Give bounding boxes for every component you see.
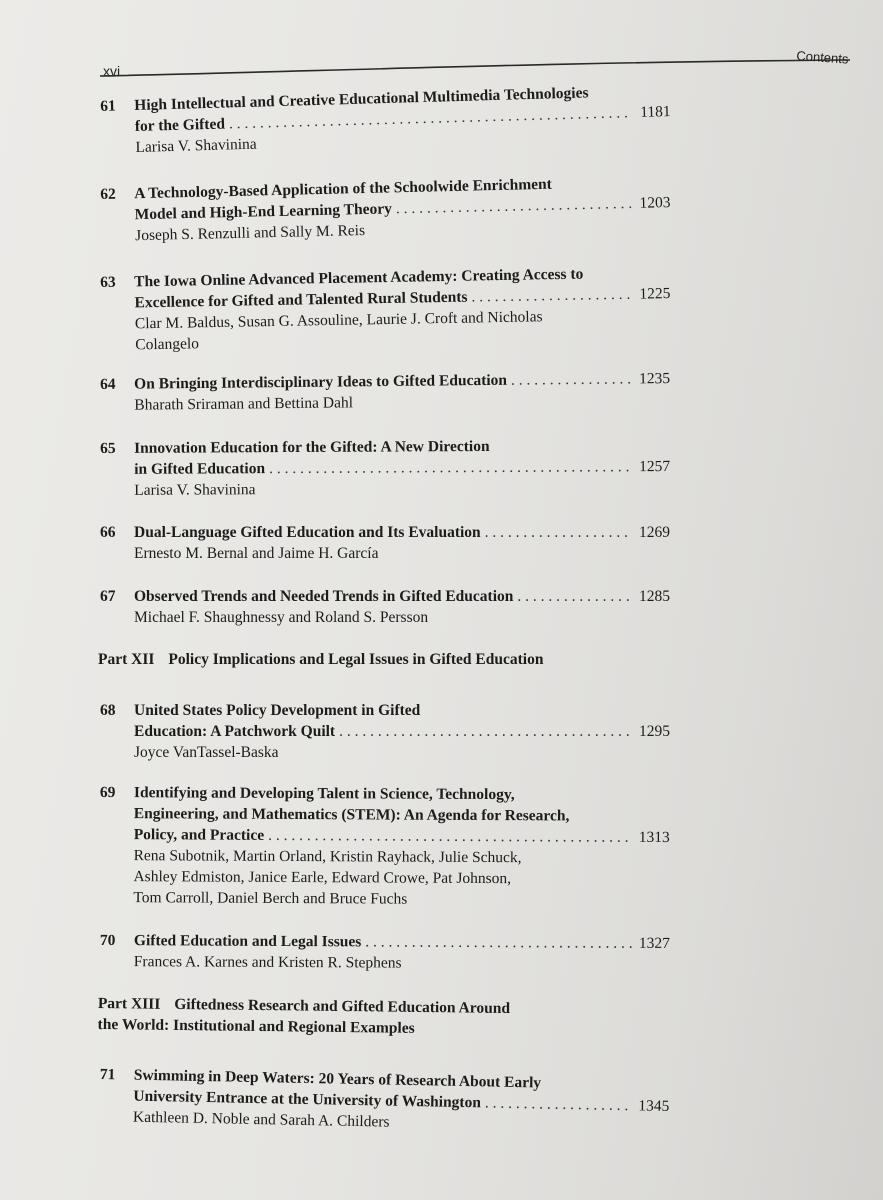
chapter-title-line: A Technology-Based Application of the Schoolwide Enrichment (134, 175, 553, 203)
dot-leader (511, 368, 632, 390)
chapter-title-line: Education: A Patchwork Quilt (134, 723, 336, 740)
page-number: 1313 (638, 828, 670, 846)
chapter-number: 65 (100, 439, 116, 457)
part-label: Part XIII (97, 994, 161, 1013)
toc-entry[interactable] (99, 1064, 670, 1138)
part-title: Policy Implications and Legal Issues in Gifted Education (168, 651, 544, 668)
dot-leader (485, 1092, 632, 1116)
chapter-authors: Clar M. Baldus, Susan G. Assouline, Laurie J. Croft and Nicholas (134, 308, 543, 333)
toc-entry[interactable] (100, 522, 670, 564)
chapter-number: 61 (100, 97, 117, 115)
page-number: 1269 (639, 524, 670, 541)
part-title: the World: Institutional and Regional Examples (97, 1015, 415, 1037)
chapter-number: 62 (100, 185, 116, 203)
dot-leader (471, 284, 632, 308)
dot-leader (339, 721, 632, 742)
chapter-title-line: Gifted Education and Legal Issues (133, 932, 362, 951)
dot-leader (517, 586, 632, 607)
page-number: 1235 (638, 370, 671, 388)
toc-entry[interactable] (100, 435, 670, 501)
dot-leader (485, 522, 632, 543)
chapter-title-line: The Iowa Online Advanced Placement Academy: Creating Access to (134, 265, 584, 291)
chapter-title-line: Model and High-End Learning Theory (134, 200, 393, 224)
chapter-title-line: United States Policy Development in Gifted (134, 702, 421, 719)
chapter-authors: Bharath Sriraman and Bettina Dahl (134, 394, 354, 414)
chapter-title-line: Swimming in Deep Waters: 20 Years of Research About Early (133, 1066, 542, 1092)
chapter-title-line: for the Gifted (134, 115, 226, 136)
dot-leader (268, 825, 632, 848)
chapter-title-line: Policy, and Practice (133, 826, 265, 844)
dot-leader (365, 931, 632, 953)
toc-entry[interactable] (100, 171, 671, 247)
chapter-title-line: Observed Trends and Needed Trends in Gifted Education (134, 588, 514, 605)
section-label: Contents (795, 48, 849, 67)
part-label: Part XII (98, 651, 155, 668)
chapter-number: 63 (100, 273, 116, 291)
chapter-authors: Joseph S. Renzulli and Sally M. Reis (134, 222, 366, 245)
chapter-title-line: Excellence for Gifted and Talented Rural Students (134, 288, 468, 312)
toc-entry[interactable] (100, 586, 670, 628)
chapter-number: 71 (99, 1065, 116, 1084)
chapter-authors: Tom Carroll, Daniel Berch and Bruce Fuchs (133, 889, 408, 908)
chapter-number: 67 (100, 588, 116, 605)
chapter-title-line: in Gifted Education (134, 460, 266, 478)
chapter-authors: Larisa V. Shavinina (134, 481, 256, 499)
page-number: 1345 (638, 1097, 670, 1115)
page-number: 1181 (639, 103, 671, 121)
page-number: 1203 (639, 194, 671, 212)
chapter-authors: Ernesto M. Bernal and Jaime H. García (134, 545, 379, 562)
page-number: 1327 (638, 934, 670, 952)
chapter-authors: Joyce VanTassel-Baska (134, 744, 279, 761)
chapter-number: 69 (99, 784, 116, 802)
chapter-number: 68 (100, 702, 116, 719)
toc-entry[interactable] (100, 930, 670, 975)
toc-entry[interactable] (100, 700, 670, 763)
chapter-authors: Larisa V. Shavinina (135, 135, 257, 157)
part-heading[interactable] (98, 649, 658, 670)
chapter-authors: Michael F. Shaughnessy and Roland S. Persson (134, 609, 429, 626)
toc-entry[interactable] (100, 262, 671, 356)
toc-entry[interactable] (100, 80, 672, 159)
dot-leader (269, 456, 632, 479)
part-title: Giftedness Research and Gifted Education Around (174, 995, 511, 1018)
chapter-title-line: Identifying and Developing Talent in Science, Technology, (133, 784, 515, 804)
chapter-title-line: Engineering, and Mathematics (STEM): An Agenda for Research, (133, 805, 570, 825)
chapter-title-line: University Entrance at the University of Washington (133, 1087, 482, 1112)
toc-entry[interactable] (100, 368, 670, 416)
toc-entry[interactable] (99, 782, 670, 911)
chapter-number: 64 (100, 375, 116, 393)
chapter-number: 66 (100, 524, 116, 541)
chapter-authors: Ashley Edmiston, Janice Earle, Edward Crowe, Pat Johnson, (133, 868, 512, 888)
part-heading[interactable] (97, 993, 657, 1042)
page-number: 1295 (639, 723, 670, 740)
chapter-title-line: Dual-Language Gifted Education and Its Evaluation (134, 524, 481, 541)
chapter-number: 70 (99, 932, 116, 950)
chapter-authors: Frances A. Karnes and Kristen R. Stephens (133, 953, 402, 972)
chapter-authors: Colangelo (135, 335, 200, 354)
page-number: 1225 (639, 285, 671, 303)
chapter-title-line: On Bringing Interdisciplinary Ideas to Gifted Education (134, 371, 508, 393)
chapter-title-line: High Intellectual and Creative Educational Multimedia Technologies (134, 84, 589, 115)
chapter-authors: Kathleen D. Noble and Sarah A. Childers (132, 1108, 390, 1131)
page-number: 1257 (639, 458, 671, 476)
page-number-label: xvi (103, 63, 121, 79)
chapter-authors: Rena Subotnik, Martin Orland, Kristin Rayhack, Julie Schuck, (133, 847, 522, 867)
chapter-title-line: Innovation Education for the Gifted: A New Direction (134, 437, 490, 457)
page-number: 1285 (639, 588, 670, 605)
